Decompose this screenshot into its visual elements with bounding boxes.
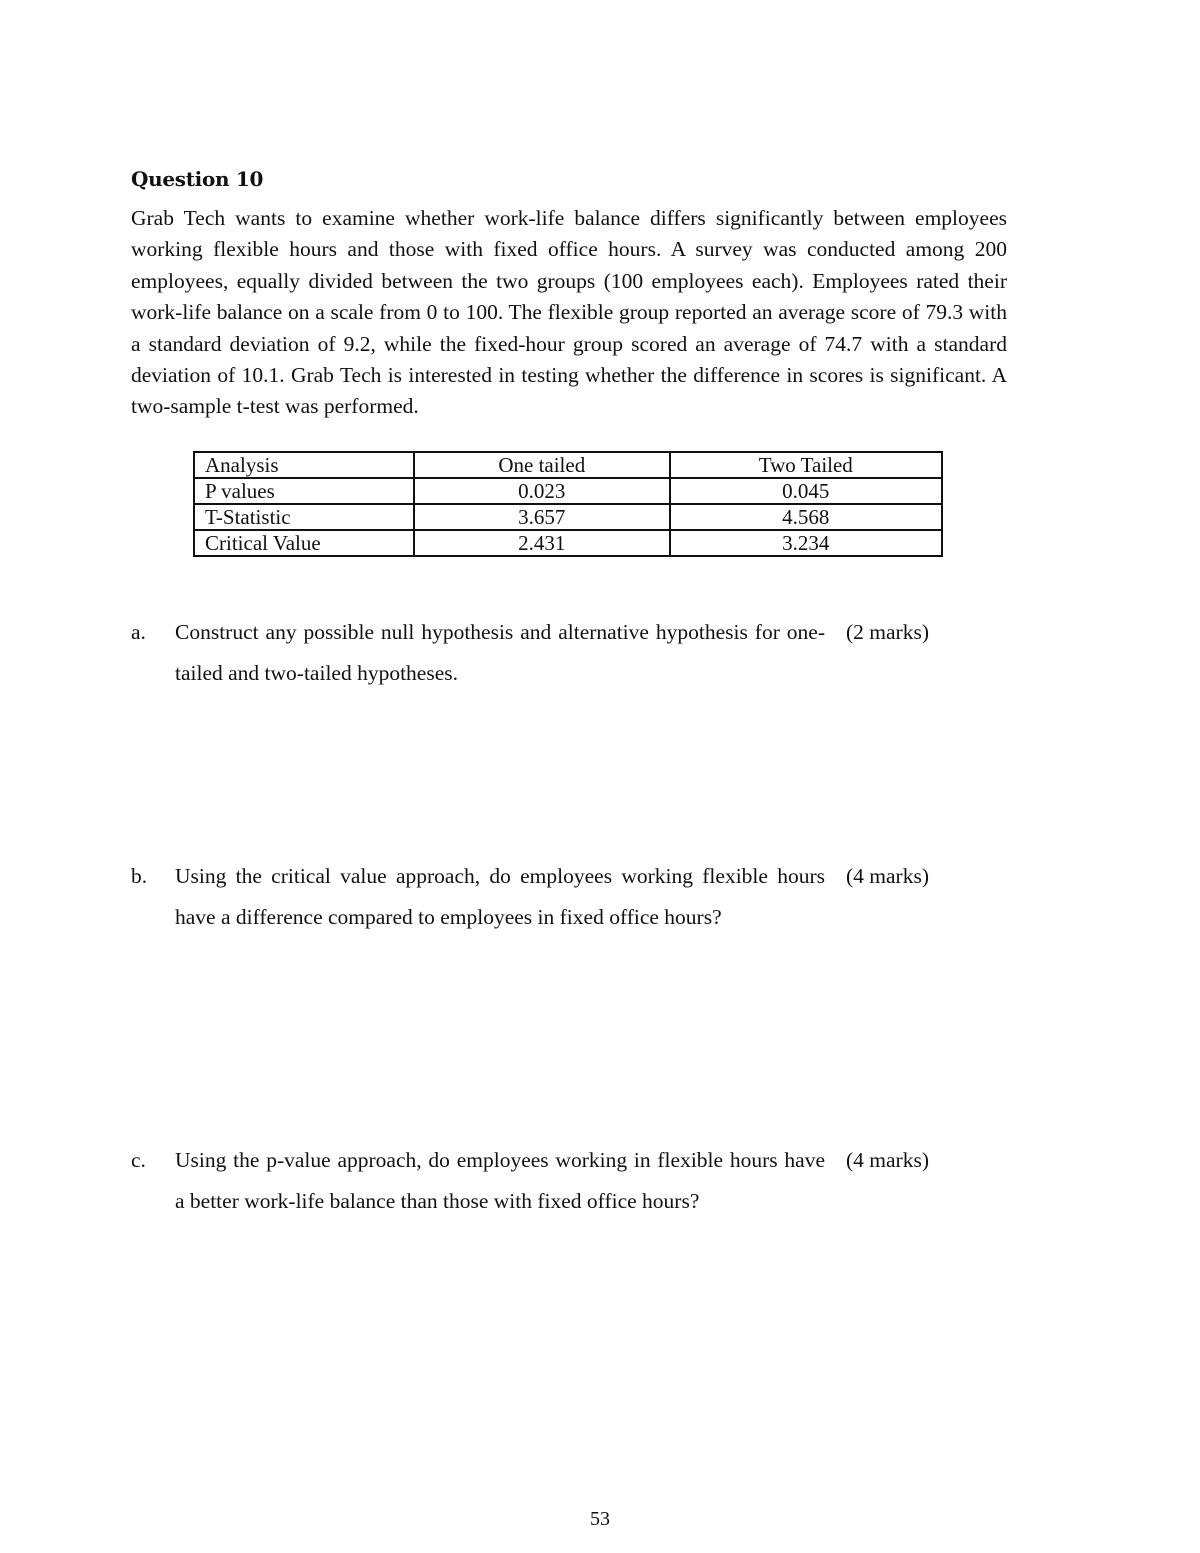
part-text: Using the p-value approach, do employees working in flexible hours have a better work-life balance than those with fixed office hours? — [175, 1148, 825, 1213]
cell-two-tailed: 3.234 — [670, 530, 942, 556]
part-marks: (4 marks) — [846, 864, 929, 888]
part-letter: b. — [131, 864, 148, 888]
page-number: 53 — [590, 1508, 610, 1530]
header-analysis: Analysis — [194, 452, 414, 478]
header-two-tailed: Two Tailed — [670, 452, 942, 478]
table-header-row — [194, 452, 942, 478]
question-title: Question 10 — [131, 167, 264, 191]
table-row-t-statistic — [194, 504, 942, 530]
row-label: Critical Value — [194, 530, 414, 556]
part-marks: (2 marks) — [846, 620, 929, 644]
cell-one-tailed: 3.657 — [414, 504, 670, 530]
part-text: Using the critical value approach, do employees working flexible hours have a difference compared to employees in fixed office hours? — [175, 864, 825, 929]
row-label: P values — [194, 478, 414, 504]
part-marks: (4 marks) — [846, 1148, 929, 1172]
table-row-critical-value — [194, 530, 942, 556]
cell-one-tailed: 2.431 — [414, 530, 670, 556]
table-row-p-values — [194, 478, 942, 504]
question-intro: Grab Tech wants to examine whether work-life balance differs significantly between employees working flexible hours and those with fixed office hours. A survey was conducted among 200 employees, equally divided between the two groups (100 employees each). Employees rated their work-life balance on a scale from 0 to 100. The flexible group reported an average score of 79.3 with a standard deviation of 9.2, while the fixed-hour group scored an average of 74.7 with a standard deviation of 10.1. Grab Tech is interested in testing whether the difference in scores is significant. A two-sample t-test was performed. — [131, 206, 1007, 419]
part-letter: c. — [131, 1148, 146, 1172]
part-text: Construct any possible null hypothesis and alternative hypothesis for one-tailed and two-tailed hypotheses. — [175, 620, 825, 685]
cell-two-tailed: 4.568 — [670, 504, 942, 530]
cell-two-tailed: 0.045 — [670, 478, 942, 504]
part-letter: a. — [131, 620, 146, 644]
header-one-tailed: One tailed — [414, 452, 670, 478]
cell-one-tailed: 0.023 — [414, 478, 670, 504]
results-table — [193, 451, 943, 557]
row-label: T-Statistic — [194, 504, 414, 530]
